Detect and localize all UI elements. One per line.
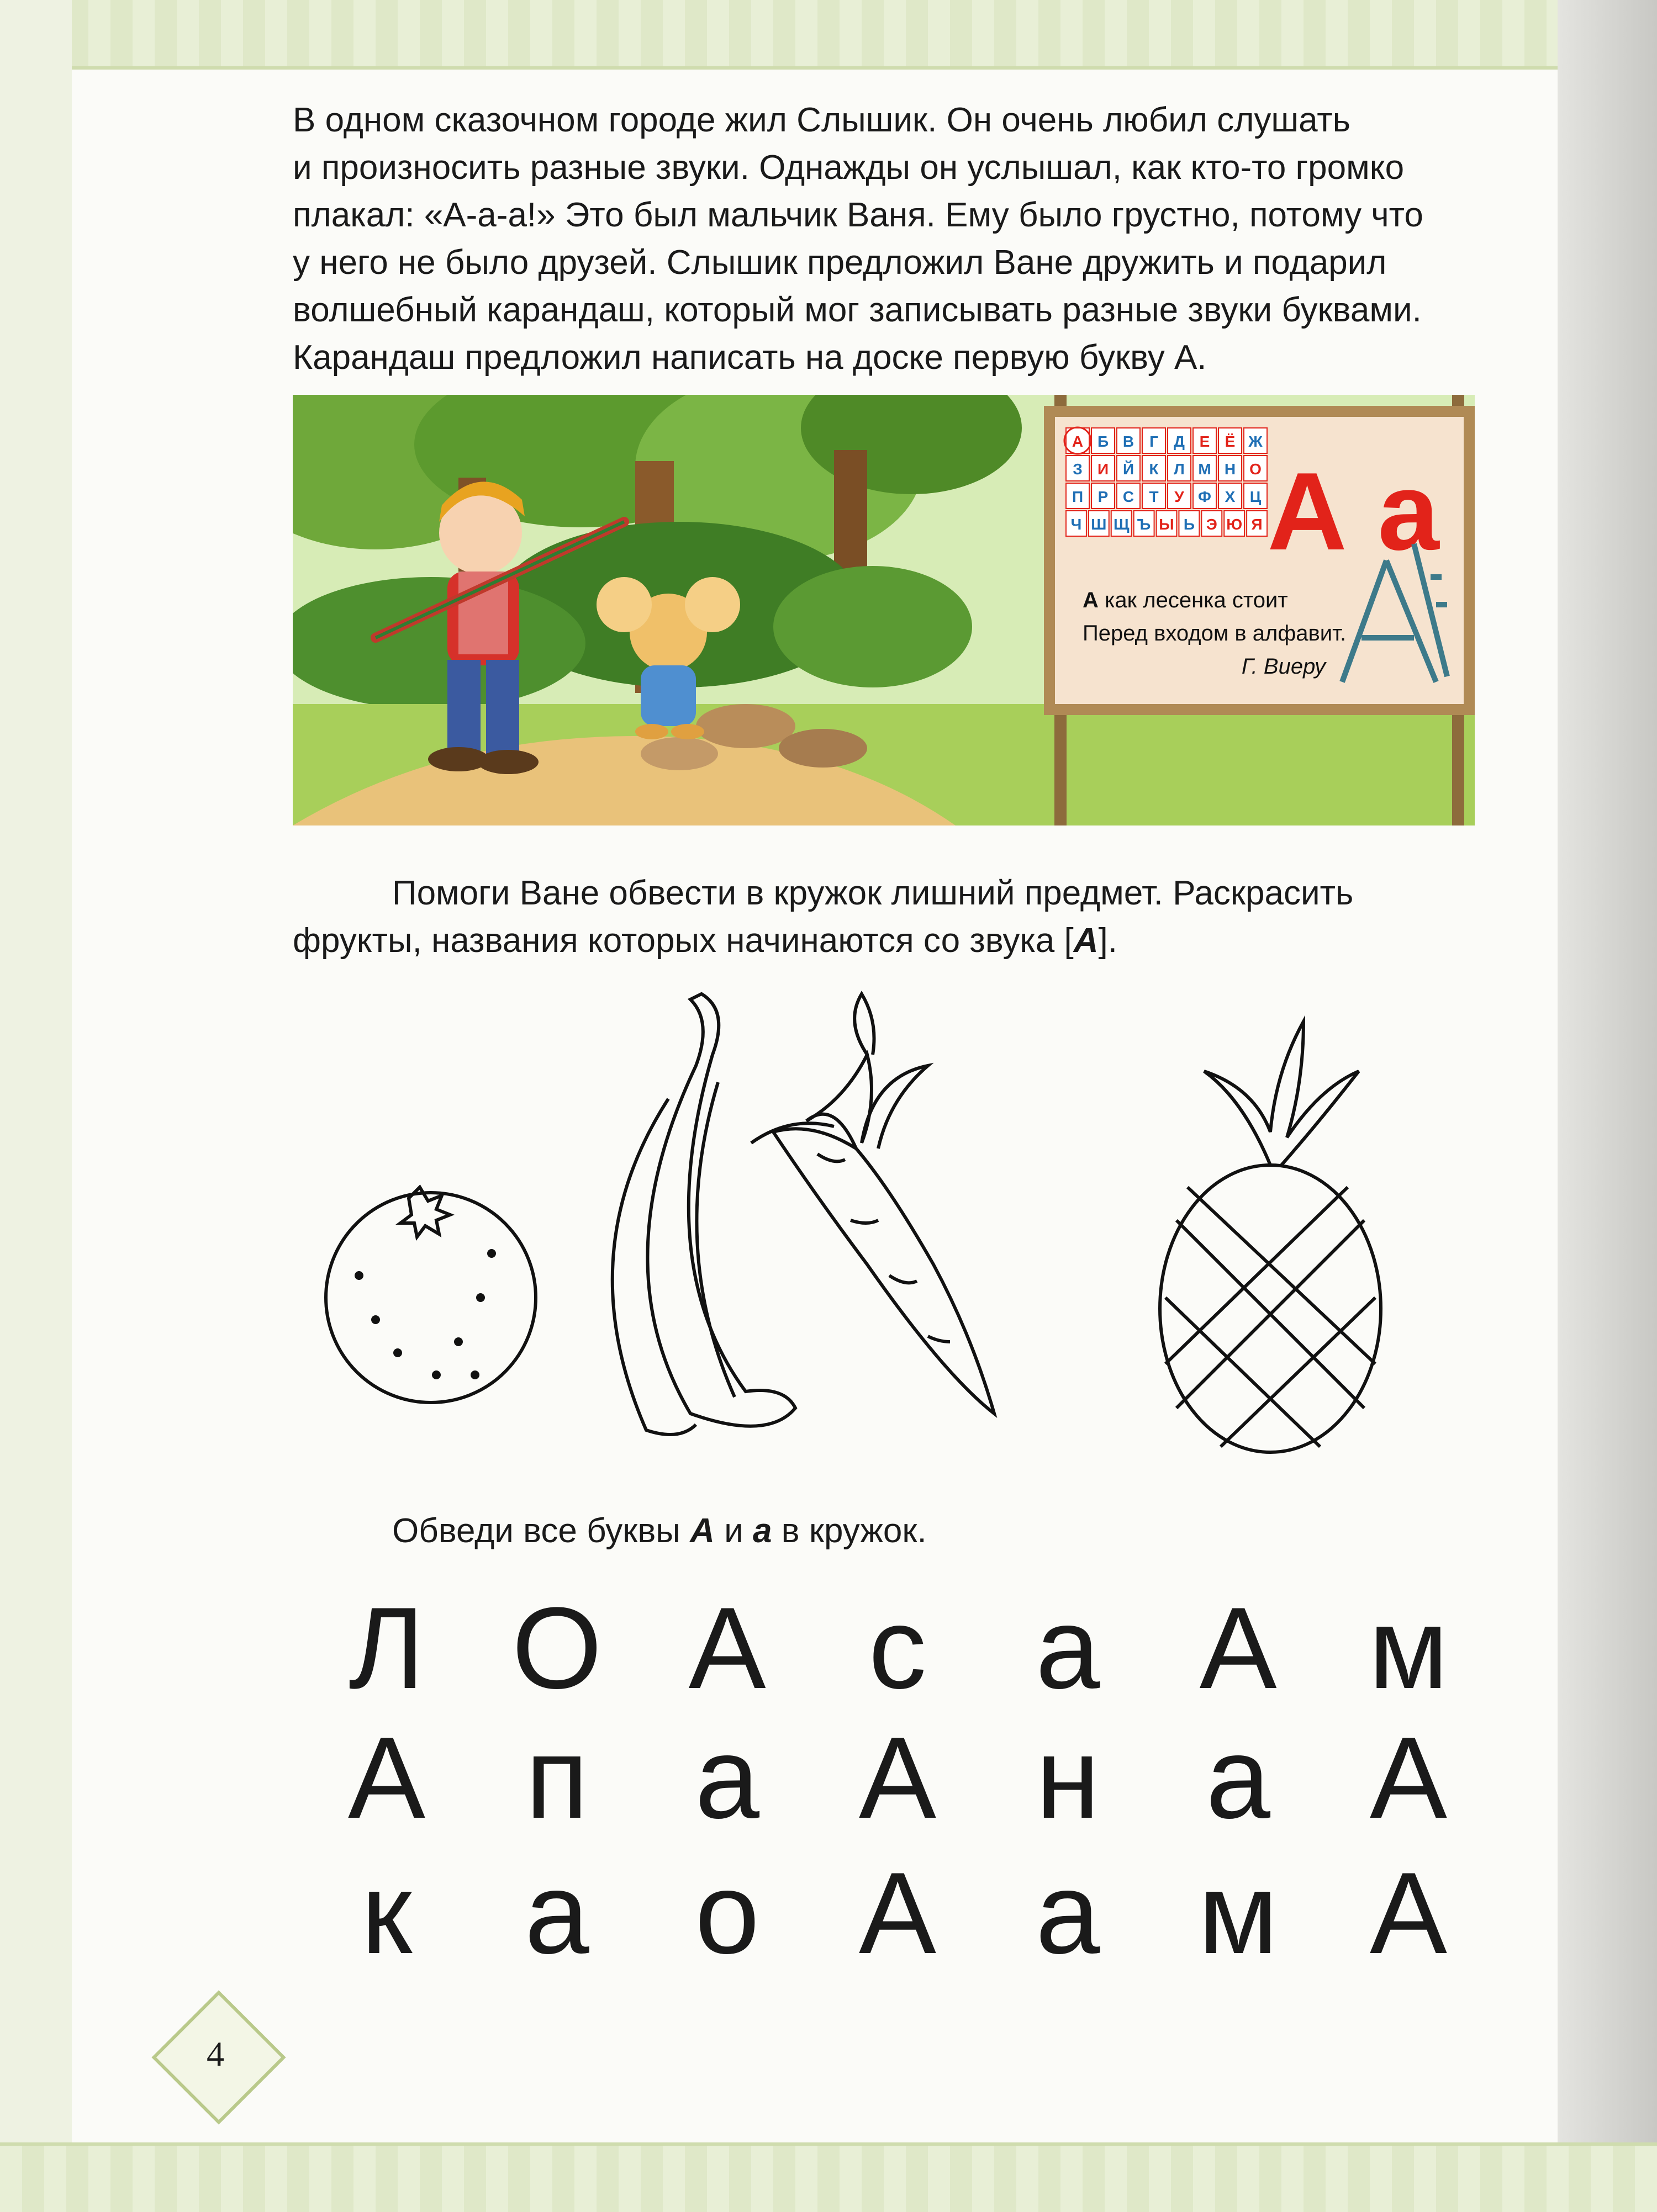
alphabet-letter: А (1072, 433, 1084, 450)
letter-cell[interactable]: м (1368, 1583, 1449, 1713)
scene-svg (293, 395, 1475, 825)
alphabet-letter: Е (1199, 433, 1210, 450)
alphabet-letter: Н (1224, 461, 1236, 478)
alphabet-letter: К (1149, 461, 1159, 478)
illustration-scene (293, 395, 1475, 825)
big-letters: А а (1267, 450, 1439, 573)
alphabet-letter: С (1122, 488, 1134, 505)
alphabet-letter: П (1072, 488, 1084, 505)
letter-cell[interactable]: м (1198, 1848, 1278, 1978)
letter-cell[interactable]: Л (349, 1583, 425, 1713)
alphabet-letter: Л (1174, 461, 1185, 478)
alphabet-letter: У (1174, 488, 1184, 505)
letter-cell[interactable]: к (361, 1848, 412, 1978)
alphabet-letter: Р (1097, 488, 1109, 505)
alphabet-letter: Ц (1249, 488, 1262, 505)
poem-line-1: А как лесенка стоит (1083, 588, 1288, 612)
letter-cell[interactable]: н (1036, 1713, 1100, 1843)
story-line: плакал: «А-а-а!» Это был мальчик Ваня. Ему было грустно, потому что (293, 196, 1423, 234)
story-line: волшебный карандаш, который мог записывать разные звуки буквами. (293, 291, 1422, 329)
letter-cell[interactable]: А (347, 1713, 426, 1843)
alphabet-letter: Ы (1159, 516, 1174, 533)
letter-row-2 (331, 1713, 1464, 1843)
task-1-line-2: фрукты, названия которых начинаются со звука [А]. (293, 922, 1117, 960)
banana-icon[interactable] (613, 994, 795, 1435)
alphabet-letter: Ю (1226, 516, 1243, 533)
alphabet-letter: Ъ (1137, 516, 1151, 533)
story-line: у него не было друзей. Слышик предложил Ване дружить и подарил (293, 244, 1387, 282)
letter-cell[interactable]: а (1035, 1848, 1100, 1978)
alphabet-letter: Э (1206, 516, 1217, 533)
story-line: В одном сказочном городе жил Слышик. Он очень любил слушать (293, 101, 1350, 139)
poem-author: Г. Виеру (1241, 654, 1326, 679)
letter-row-1 (331, 1583, 1464, 1713)
letter-cell[interactable]: А (1369, 1713, 1447, 1843)
alphabet-letter: Ш (1091, 516, 1107, 533)
alphabet-letter: Ф (1198, 488, 1211, 505)
letter-cell[interactable]: о (695, 1848, 760, 1978)
ornament-bottom-border (0, 2142, 1657, 2212)
task-2-instruction: Обведи все буквы А и а в кружок. (392, 1512, 927, 1550)
task-1-line-1: Помоги Ване обвести в кружок лишний предмет. Раскрасить (392, 874, 1354, 912)
alphabet-letter: Ё (1225, 433, 1236, 450)
alphabet-letter: Ь (1183, 516, 1195, 533)
letter-cell[interactable]: а (695, 1713, 760, 1843)
alphabet-letter: Б (1097, 433, 1109, 450)
alphabet-letter: Й (1122, 461, 1134, 478)
alphabet-letter: И (1097, 461, 1109, 478)
story-line: и произносить разные звуки. Однажды он услышал, как кто-то громко (293, 149, 1405, 187)
alphabet-letter: Ч (1070, 516, 1082, 533)
task-1-instruction (293, 870, 1480, 965)
alphabet-letter: О (1249, 461, 1262, 478)
alphabet-letter: З (1073, 461, 1083, 478)
alphabet-letter: В (1122, 433, 1134, 450)
carrot-icon[interactable] (751, 994, 994, 1414)
page-right-edge (1558, 0, 1657, 2209)
alphabet-letter: Д (1174, 433, 1185, 450)
page-left-margin (0, 0, 72, 2209)
orange-icon[interactable] (326, 1187, 536, 1403)
alphabet-letter: Щ (1113, 516, 1130, 533)
letter-cell[interactable]: А (1199, 1583, 1277, 1713)
letter-cell[interactable]: а (1035, 1583, 1100, 1713)
alphabet-letter: Г (1149, 433, 1158, 450)
alphabet-letter: Ж (1248, 433, 1263, 450)
page-number: 4 (207, 2034, 224, 2073)
poem-line-2: Перед входом в алфавит. (1083, 621, 1347, 645)
letter-cell[interactable]: О (511, 1583, 602, 1713)
letter-cell[interactable]: с (868, 1583, 927, 1713)
fruits-coloring-area (293, 988, 1480, 1485)
alphabet-letter: М (1198, 461, 1211, 478)
letter-cell[interactable]: А (1369, 1848, 1447, 1978)
alphabet-letter: Х (1225, 488, 1236, 505)
letter-cell[interactable]: п (525, 1713, 589, 1843)
ornament-top-border (0, 0, 1657, 70)
letter-cell[interactable]: А (858, 1848, 937, 1978)
letter-cell[interactable]: А (688, 1583, 766, 1713)
alphabet-letter: Т (1149, 488, 1159, 505)
alphabet-letter: Я (1251, 516, 1263, 533)
letter-cell[interactable]: а (524, 1848, 589, 1978)
pineapple-icon[interactable] (1160, 1022, 1381, 1452)
letter-cell[interactable]: А (858, 1713, 937, 1843)
letter-row-3 (331, 1848, 1464, 1978)
story-text (293, 97, 1480, 382)
sound-a: А (1073, 922, 1099, 960)
letter-cell[interactable]: а (1206, 1713, 1271, 1843)
story-line: Карандаш предложил написать на доске первую букву А. (293, 338, 1207, 377)
